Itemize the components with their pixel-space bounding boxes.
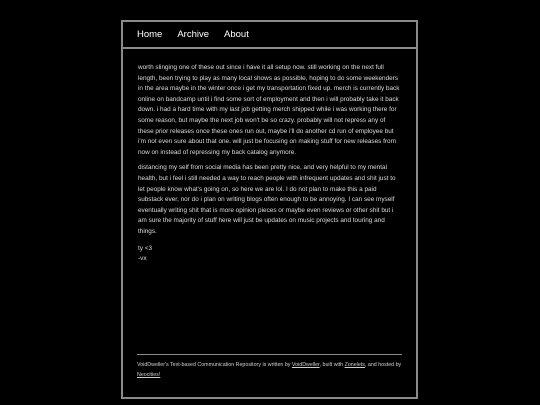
top-nav — [123, 22, 416, 49]
footer-text: , built with — [319, 362, 345, 368]
footer-neocities-link[interactable]: Neocities! — [137, 372, 161, 378]
post-content — [123, 49, 416, 265]
nav-about-link[interactable]: About — [224, 28, 249, 40]
signoff-signature: -vx — [138, 255, 147, 263]
site-footer — [137, 354, 402, 380]
post-paragraph: distancing my self from social media has been pretty nice, and very helpful to my mental health, but i feel i still needed a way to reach people with infrequent updates and shit just to let people know what's going on, so here we are lol. I do not plan to make this a paid substack ever, nor do i plan on writing blogs often enough to be annoying. I can see myself eventually writing shit that is more opinion pieces or maybe even reviews or other shit but i am sure the majority of stuff here will just be updates on music projects and touring and things. — [138, 164, 396, 235]
post-signoff — [138, 244, 402, 265]
page-frame — [121, 20, 418, 399]
footer-text: , and hosted by — [364, 362, 402, 368]
nav-archive-link[interactable]: Archive — [177, 28, 210, 40]
footer-author-link[interactable]: VoidDweller — [291, 362, 320, 368]
signoff-line: ty <3 — [138, 244, 153, 252]
post-paragraph: worth slinging one of these out since i have it all setup now. still working on the next full length, been trying to play as many local shows as possible, hoping to do some weekenders in the area maybe in the winter once i get my transportation fixed up. merch is currently back online on bandcamp until i find some sort of employment and then i will probably take it back down. i had a hard time with my last job getting merch shipped while i was working there for some reason, but maybe the next job won't be so crazy. probably will not repress any of these prior releases once these ones run out, maybe i'll do another cd run of employee but i'm not even sure about that one. will just be focusing on making stuff for new releases from now on instead of repressing my back catalog anymore. — [138, 64, 400, 156]
footer-zonelets-link[interactable]: Zonelets — [344, 362, 365, 368]
nav-home-link[interactable]: Home — [137, 28, 163, 40]
footer-text: VoidDweller's Text-based Communication Repository is written by — [137, 362, 292, 368]
